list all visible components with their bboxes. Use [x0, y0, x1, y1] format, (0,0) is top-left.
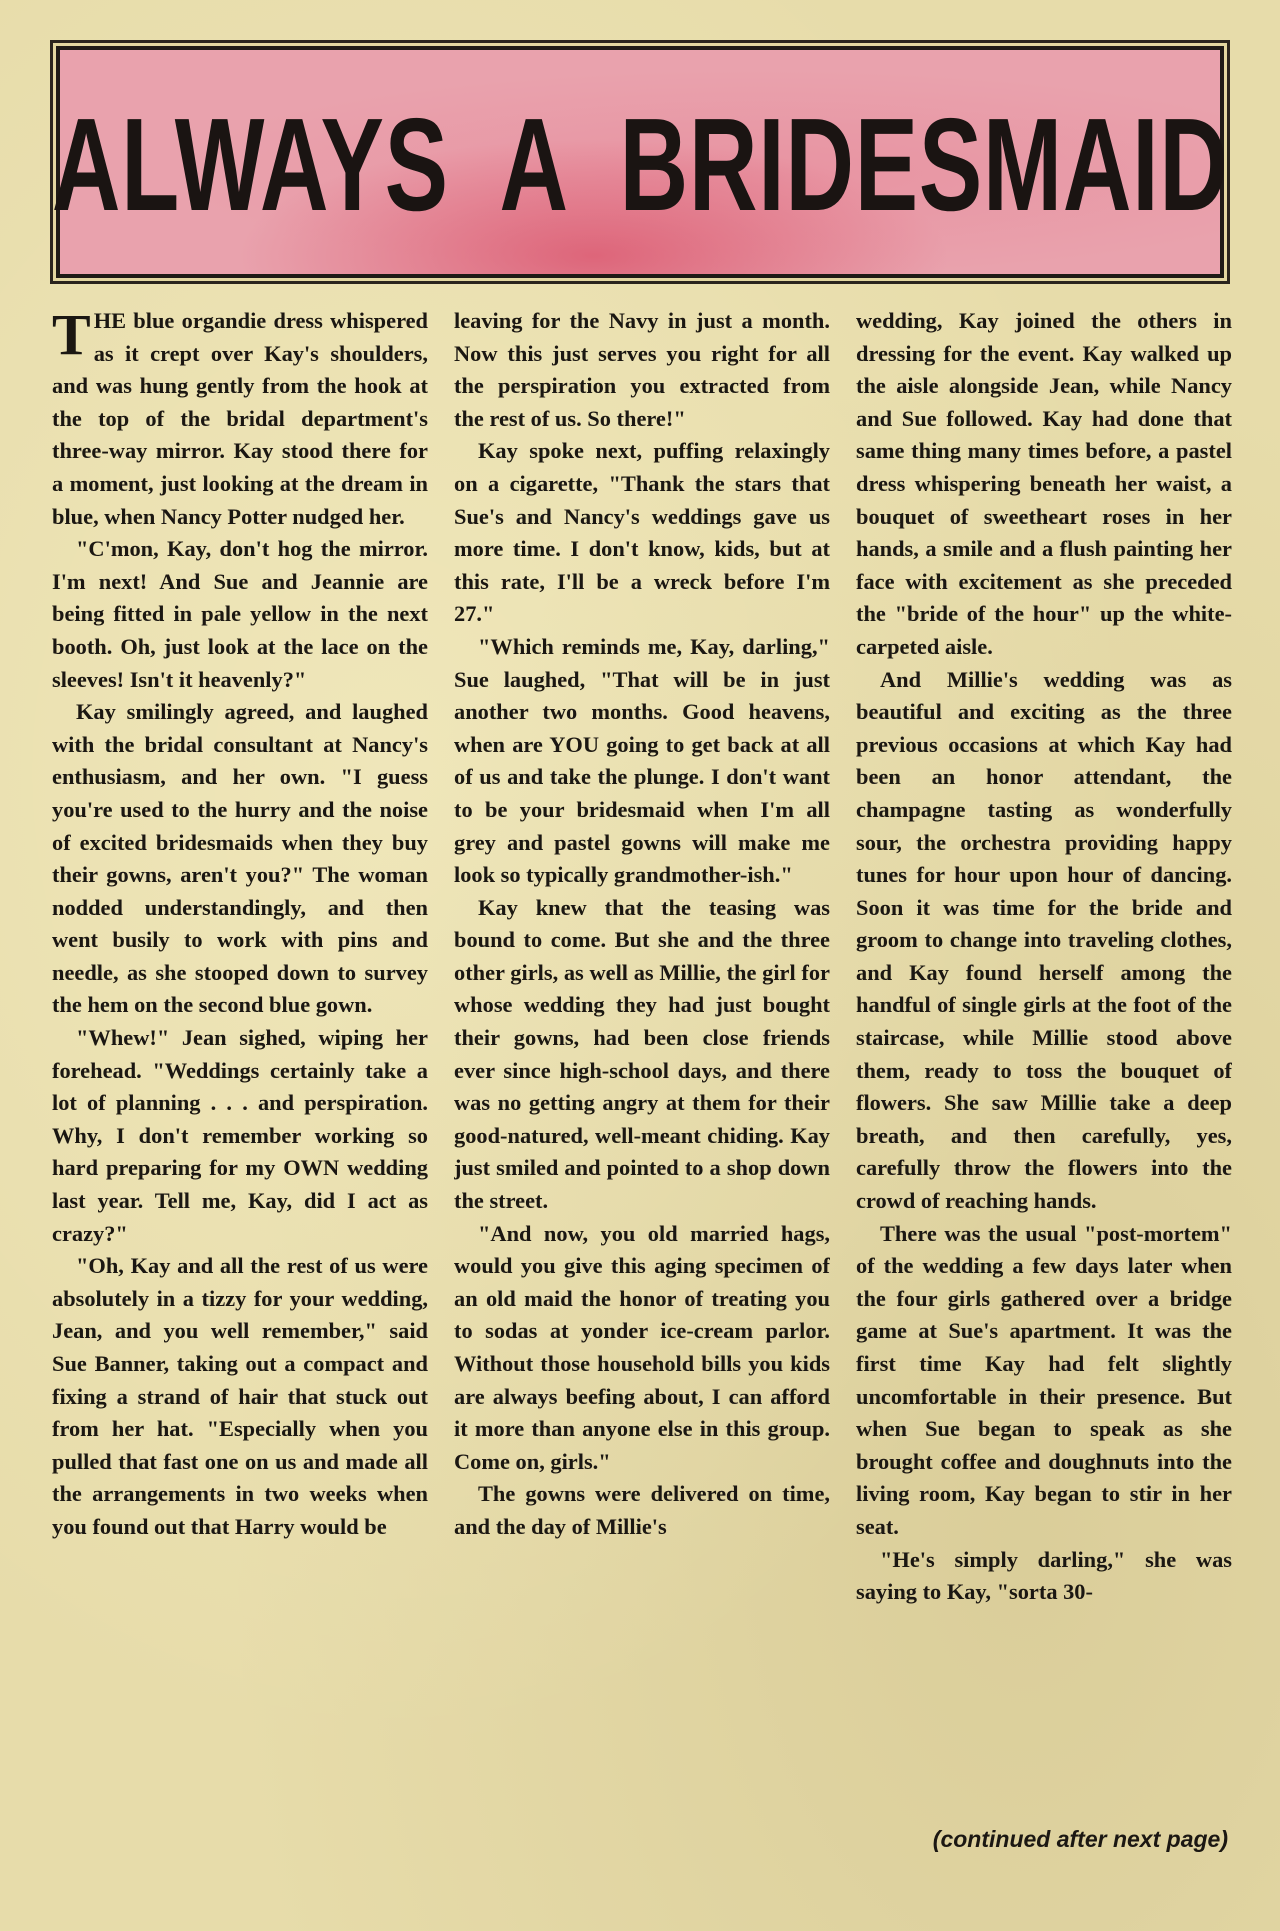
paragraph: Kay knew that the teasing was bound to come. But she and the three other girls, as well as Millie, the girl for whose wedding they had just bought their gowns, had been close friends ever since high-school days, and there was no getting angry at them for their good-natured, well-meant chiding. Kay just smiled and pointed to a shop down the street.: [454, 894, 830, 1214]
paragraph: "And now, you old married hags, would you give this aging specimen of an old maid the honor of treating you to sodas at yonder ice-cream parlor. Without those household bills you kids are always beefing about, I can afford it more than anyone else in this group. Come on, girls.": [454, 1220, 830, 1474]
text-column-3: [856, 305, 1232, 1800]
paragraph: There was the usual "post-mortem" of the wedding a few days later when the four girls gathered over a bridge game at Sue's apartment. It was the first time Kay had felt slightly uncomfortable in their presence. But when Sue began to speak as she brought coffee and doughnuts into the living room, Kay began to stir in her seat.: [856, 1220, 1232, 1539]
paragraph: wedding, Kay joined the others in dressing for the event. Kay walked up the aisle alongside Jean, while Nancy and Sue followed. Kay had done that same thing many times before, a pastel dress whispering beneath her waist, a bouquet of sweetheart roses in her hands, a smile and a flush painting her face with excitement as she preceded the "bride of the hour" up the white-carpeted aisle.: [856, 308, 1232, 659]
text-column-2: [454, 305, 830, 1800]
paragraph: "C'mon, Kay, don't hog the mirror. I'm next! And Sue and Jeannie are being fitted in pale yellow in the next booth. Oh, just look at the lace on the sleeves! Isn't it heavenly?": [52, 536, 428, 692]
paragraph: "He's simply darling," she was saying to Kay, "sorta 30-: [856, 1546, 1232, 1605]
paragraph: "Which reminds me, Kay, darling," Sue laughed, "That will be in just another two months. Good heavens, when are YOU going to get back at all of us and take the plunge. I don't want to be your bridesmaid when I'm all grey and pastel gowns will make me look so typically grandmother-ish.": [454, 633, 830, 888]
paragraph: The gowns were delivered on time, and the day of Millie's: [454, 1481, 830, 1539]
paragraph: leaving for the Navy in just a month. Now this just serves you right for all the perspiration you extracted from the rest of us. So there!": [454, 308, 830, 431]
continued-note: (continued after next page): [932, 1826, 1228, 1852]
paragraph: Kay smilingly agreed, and laughed with the bridal consultant at Nancy's enthusiasm, and her own. "I guess you're used to the hurry and the noise of excited bridesmaids when they buy their gowns, aren't you?" The woman nodded understandingly, and then went busily to work with pins and needle, as she stooped down to survey the hem on the second blue gown.: [52, 699, 428, 1018]
paragraph: "Oh, Kay and all the rest of us were absolutely in a tizzy for your wedding, Jean, and you well remember," said Sue Banner, taking out a compact and fixing a strand of hair that stuck out from her hat. "Especially when you pulled that fast one on us and made all the arrangements in two weeks when you found out that Harry would be: [52, 1253, 428, 1539]
story-columns: [52, 305, 1232, 1800]
paragraph: "Whew!" Jean sighed, wiping her forehead. "Weddings certainly take a lot of planning . . . and perspiration. Why, I don't remember working so hard preparing for my OWN wedding last year. Tell me, Kay, did I act as crazy?": [52, 1025, 428, 1246]
text-column-1: [52, 305, 428, 1800]
paragraph: Kay spoke next, puffing relaxingly on a cigarette, "Thank the stars that Sue's and Nancy's weddings gave us more time. I don't know, kids, but at this rate, I'll be a wreck before I'm 27.": [454, 438, 830, 627]
title-banner: [51, 46, 1229, 278]
paragraph: THE blue organdie dress whispered as it crept over Kay's shoulders, and was hung gently from the hook at the top of the bridal department's three-way mirror. Kay stood there for a moment, just looking at the dream in blue, when Nancy Potter nudged her.: [52, 305, 428, 529]
story-title: ALWAYS A BRIDESMAID: [51, 91, 1229, 238]
paragraph: And Millie's wedding was as beautiful and exciting as the three previous occasions at which Kay had been an honor attendant, the champagne tasting as wonderfully sour, the orchestra providing happy tunes for hour upon hour of dancing. Soon it was time for the bride and groom to change into traveling clothes, and Kay found herself among the handful of single girls at the foot of the staircase, while Millie stood above them, ready to toss the bouquet of flowers. She saw Millie take a deep breath, and then carefully, yes, carefully throw the flowers into the crowd of reaching hands.: [856, 666, 1232, 1214]
drop-cap: T: [52, 305, 91, 367]
